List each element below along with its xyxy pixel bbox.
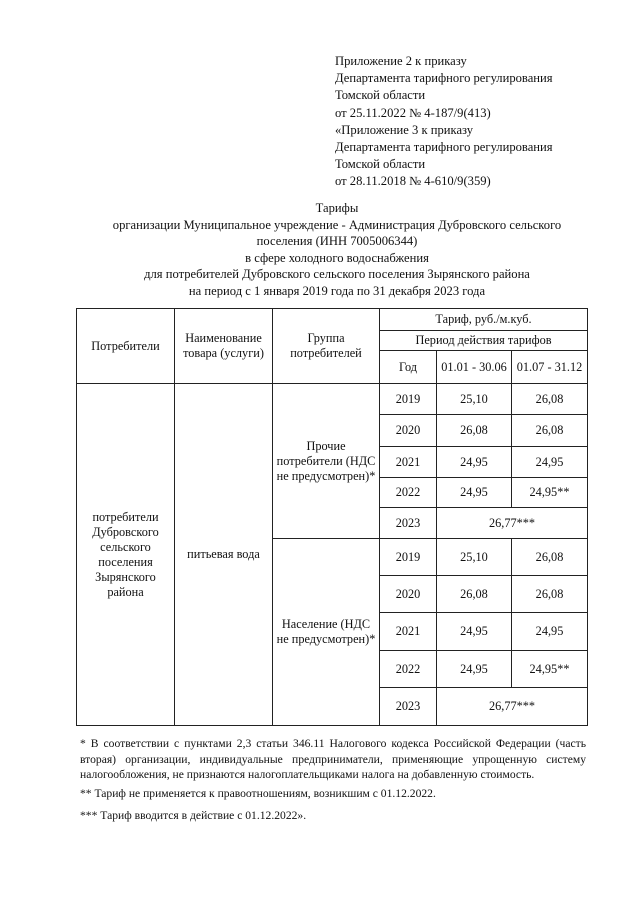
consumer-cell: потребители Дубровского сельского поселения Зырянского района bbox=[77, 384, 175, 726]
appendix-line: Томской области bbox=[335, 88, 426, 103]
header-product: Наименование товара (услуги) bbox=[175, 309, 273, 384]
appendix-line: Департамента тарифного регулирования bbox=[335, 71, 553, 86]
tariff-table bbox=[76, 308, 588, 726]
appendix-reference bbox=[335, 53, 625, 191]
product-cell: питьевая вода bbox=[175, 384, 273, 726]
group-cell: Прочие потребители (НДС не предусмотрен)* bbox=[273, 384, 380, 539]
tariff-h2-cell: 26,08 bbox=[512, 384, 588, 415]
tariff-h2-cell: 26,08 bbox=[512, 539, 588, 576]
year-cell: 2020 bbox=[380, 576, 437, 613]
tariff-merged-cell: 26,77*** bbox=[437, 688, 588, 726]
document-title bbox=[40, 200, 634, 300]
year-cell: 2023 bbox=[380, 688, 437, 726]
title-line: для потребителей Дубровского сельского поселения Зырянского района bbox=[144, 267, 530, 282]
header-consumers: Потребители bbox=[77, 309, 175, 384]
title-line: на период с 1 января 2019 года по 31 декабря 2023 года bbox=[188, 283, 486, 298]
tariff-h1-cell: 26,08 bbox=[437, 576, 512, 613]
tariff-h1-cell: 25,10 bbox=[437, 539, 512, 576]
group-cell: Население (НДС не предусмотрен)* bbox=[273, 539, 380, 726]
tariff-h2-cell: 26,08 bbox=[512, 415, 588, 447]
appendix-line: Департамента тарифного регулирования bbox=[335, 140, 553, 155]
header-period: Период действия тарифов bbox=[380, 331, 588, 351]
footnote-2: ** Тариф не применяется к правоотношениям, возникшим с 01.12.2022. bbox=[80, 786, 436, 800]
title-heading: Тарифы bbox=[315, 201, 359, 215]
footnote-3: *** Тариф вводится в действие с 01.12.2022». bbox=[80, 809, 307, 822]
tariff-merged-cell: 26,77*** bbox=[437, 508, 588, 539]
year-cell: 2019 bbox=[380, 539, 437, 576]
appendix-line: от 28.11.2018 № 4-610/9(359) bbox=[335, 174, 491, 189]
footnotes bbox=[80, 736, 586, 824]
year-cell: 2022 bbox=[380, 478, 437, 508]
tariff-h2-cell: 24,95 bbox=[512, 613, 588, 651]
tariff-h1-cell: 24,95 bbox=[437, 478, 512, 508]
footnote-1: * В соответствии с пунктами 2,3 статьи 346.11 Налогового кодекса Российской Федерации (часть вторая) организации, индивидуальные предприниматели, применяющие упрощенную систему налогообложения, не признаются налогоплательщиками налога на добавленную стоимость. bbox=[80, 737, 586, 781]
year-cell: 2023 bbox=[380, 508, 437, 539]
year-cell: 2020 bbox=[380, 415, 437, 447]
tariff-h1-cell: 24,95 bbox=[437, 613, 512, 651]
year-cell: 2021 bbox=[380, 613, 437, 651]
tariff-h1-cell: 24,95 bbox=[437, 447, 512, 478]
title-line: в сфере холодного водоснабжения bbox=[245, 250, 429, 265]
appendix-line: от 25.11.2022 № 4-187/9(413) bbox=[335, 105, 491, 120]
tariff-h2-cell: 26,08 bbox=[512, 576, 588, 613]
year-cell: 2019 bbox=[380, 384, 437, 415]
tariff-h2-cell: 24,95** bbox=[512, 478, 588, 508]
header-year: Год bbox=[380, 351, 437, 384]
tariff-h1-cell: 24,95 bbox=[437, 651, 512, 688]
year-cell: 2021 bbox=[380, 447, 437, 478]
header-group: Группа потребителей bbox=[273, 309, 380, 384]
appendix-line: Томской области bbox=[335, 157, 426, 172]
tariff-h2-cell: 24,95** bbox=[512, 651, 588, 688]
header-half1: 01.01 - 30.06 bbox=[437, 351, 512, 384]
title-line: поселения (ИНН 7005006344) bbox=[256, 234, 418, 249]
title-line: организации Муниципальное учреждение - Администрация Дубровского сельского bbox=[112, 217, 562, 232]
year-cell: 2022 bbox=[380, 651, 437, 688]
header-half2: 01.07 - 31.12 bbox=[512, 351, 588, 384]
tariff-h2-cell: 24,95 bbox=[512, 447, 588, 478]
header-tariff: Тариф, руб./м.куб. bbox=[380, 309, 588, 331]
appendix-line: Приложение 2 к приказу bbox=[335, 54, 467, 68]
appendix-line: «Приложение 3 к приказу bbox=[335, 122, 474, 137]
tariff-h1-cell: 26,08 bbox=[437, 415, 512, 447]
tariff-h1-cell: 25,10 bbox=[437, 384, 512, 415]
